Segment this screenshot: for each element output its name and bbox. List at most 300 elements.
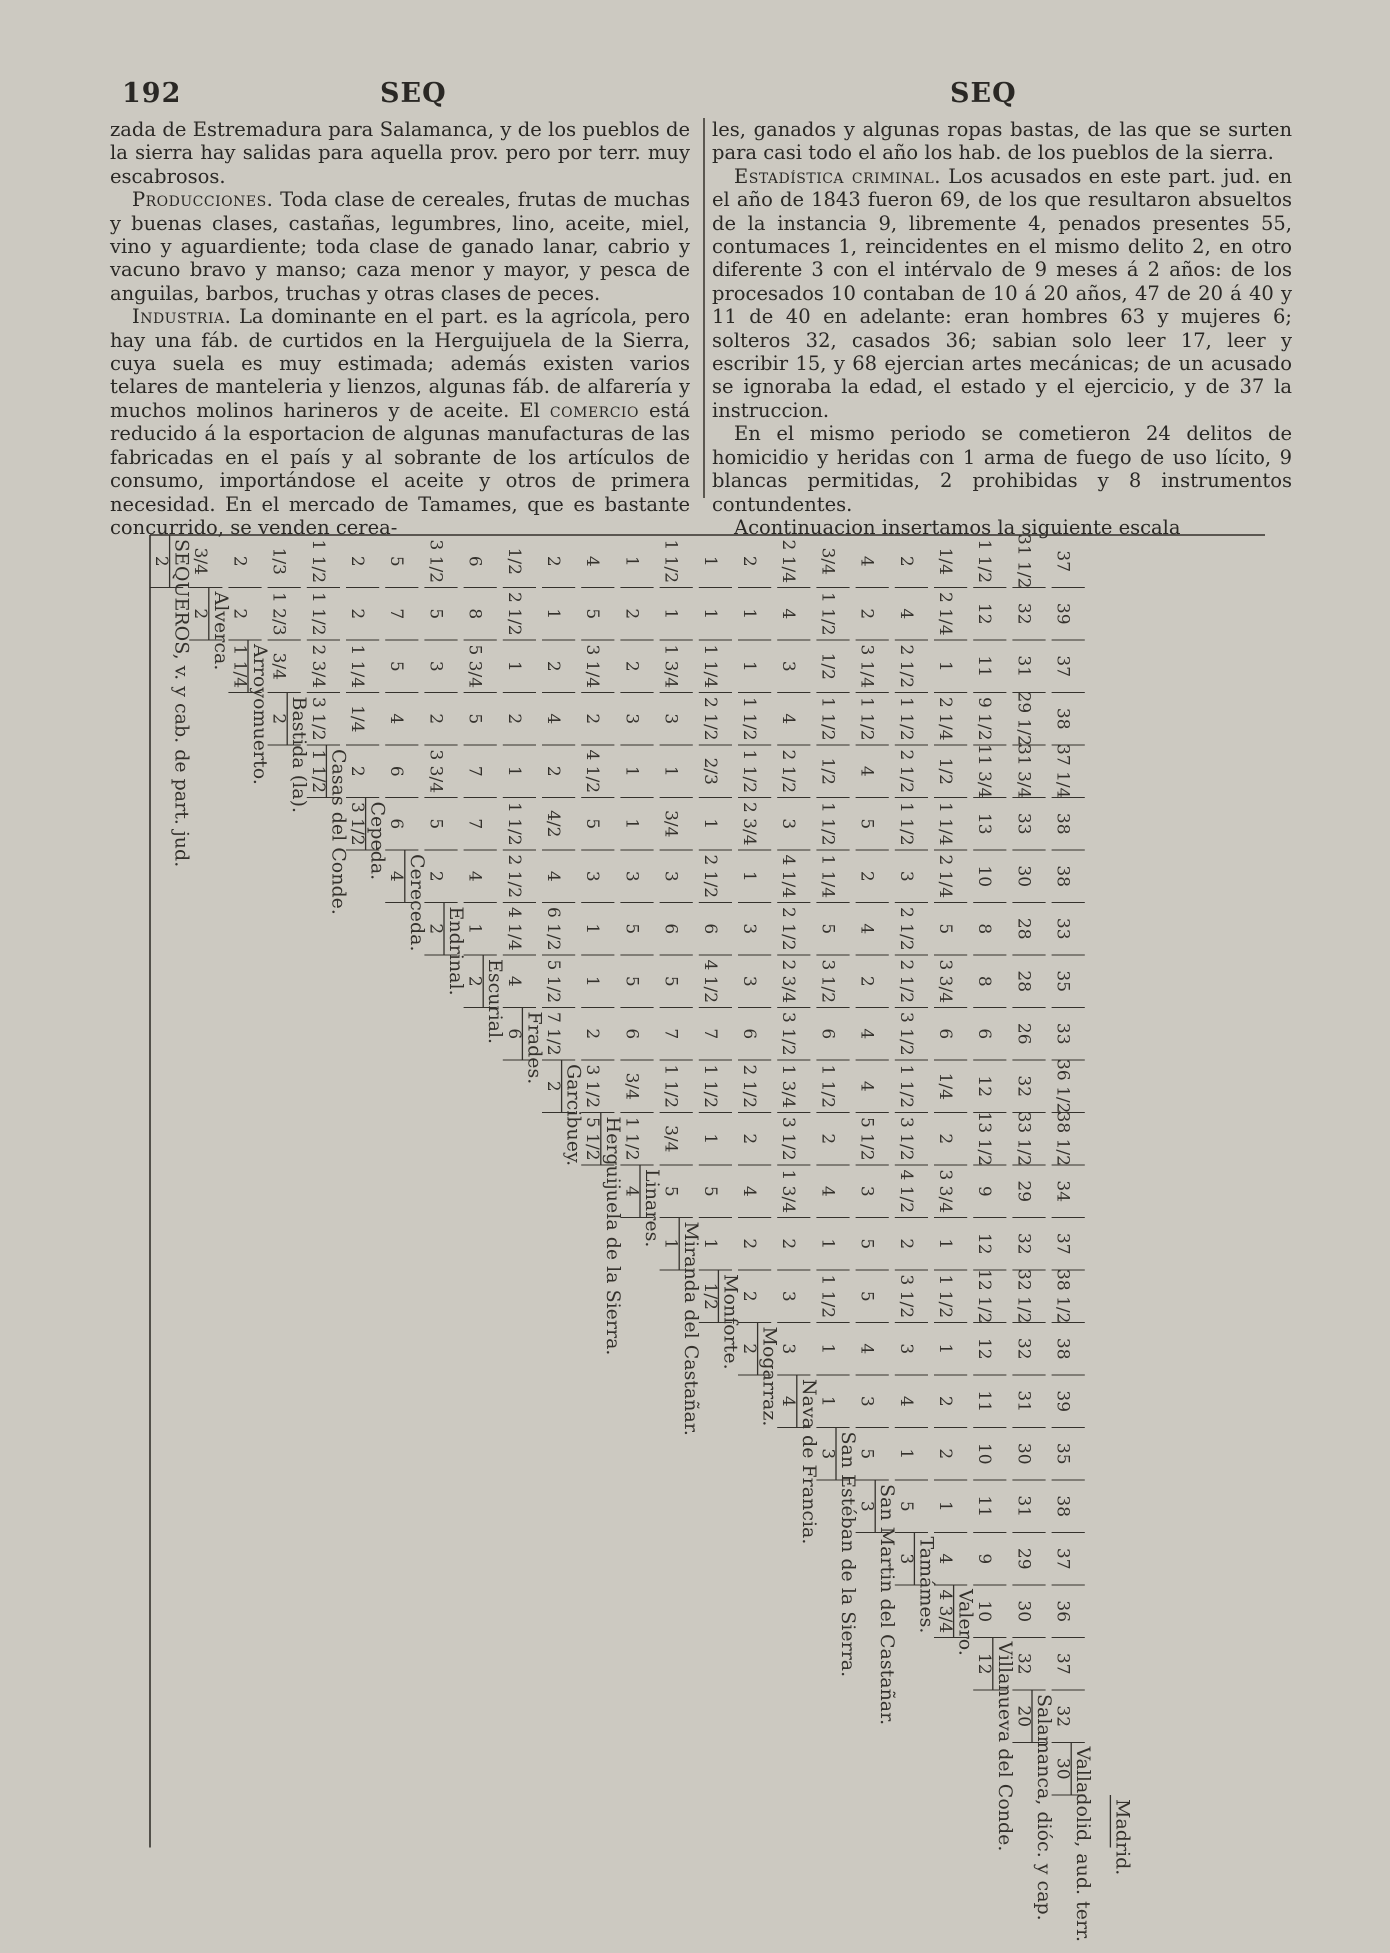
distance-cell: 1 xyxy=(739,870,759,882)
distance-cell: 1 1/2 xyxy=(307,749,328,794)
distance-cell: 3 xyxy=(856,1395,877,1407)
distance-cell: 4 xyxy=(386,713,407,725)
distance-cell: 2 xyxy=(739,1290,759,1302)
distance-cell: 6 xyxy=(739,1028,759,1040)
place-label: Alverca. xyxy=(209,591,232,671)
distance-cell: 3 xyxy=(778,1343,799,1355)
distance-cell: 31 xyxy=(1013,1390,1034,1413)
distance-cell: 1 3/4 xyxy=(778,1169,799,1214)
distance-cell: 10 xyxy=(974,865,995,888)
distance-cell: 33 xyxy=(1052,1022,1073,1045)
distance-cell: 5 xyxy=(464,713,485,725)
distance-cell: 1 xyxy=(621,765,642,777)
distance-cell: 4 xyxy=(543,870,563,882)
distance-cell: 10 xyxy=(974,1442,995,1465)
distance-cell: 3 3/4 xyxy=(425,749,446,794)
place-label: Linares. xyxy=(641,1169,663,1248)
distance-cell: 4 xyxy=(778,608,799,620)
page-number: 192 xyxy=(122,78,182,109)
distance-cell: 32 xyxy=(1013,1652,1034,1675)
distance-cell: 3 xyxy=(895,1553,916,1565)
distance-cell: 2 1/4 xyxy=(935,854,955,899)
place-label: Tamámes. xyxy=(915,1536,938,1634)
distance-cell: 5 xyxy=(817,923,838,935)
distance-cell: 4 xyxy=(543,713,563,725)
distance-cell: 28 xyxy=(1013,917,1034,940)
distance-cell: 33 1/2 xyxy=(1013,1111,1034,1166)
distance-cell: 4 xyxy=(856,923,877,935)
distance-cell: 3/4 xyxy=(268,652,289,680)
paragraph-text: La dominante en el part. es la agrícola, pero hay una fáb. de curtidos en la Herguijuela de la Sierra, cuya suela es muy estimada; además existen varios telares de manteleria y lienzos, algunas fáb. de alfarería y muchos molinos harineros y de aceite. El xyxy=(110,305,690,422)
distance-cell: 6 xyxy=(699,923,720,935)
distance-cell: 3 1/2 xyxy=(778,1011,799,1056)
distance-cell: 30 xyxy=(1013,865,1034,888)
distance-cell: 2 xyxy=(778,1238,799,1250)
distance-cell: 1 xyxy=(935,1343,955,1355)
distance-cell: 12 xyxy=(974,602,995,625)
distance-cell: 5 xyxy=(856,818,877,830)
distance-cell: 31 xyxy=(1013,1495,1034,1518)
distance-cell: 6 xyxy=(660,923,681,935)
distance-cell: 5 xyxy=(582,818,603,830)
section-heading: Producciones. xyxy=(132,188,274,212)
distance-cell: 32 xyxy=(1013,1337,1034,1360)
distance-cell: 37 xyxy=(1052,550,1073,573)
paragraph-text: Toda clase de cereales, frutas de muchas y buenas clases, castañas, legumbres, lino, aceite, miel, vino y aguardiente; toda clase de ganado lanar, cabrio y vacuno bravo y manso; caza menor y mayor, y pesca de anguilas, barbos, truchas y otras clases de peces. xyxy=(110,188,690,305)
distance-cell: 3/4 xyxy=(817,547,838,575)
distance-cell: 4 1/2 xyxy=(699,959,720,1004)
distance-cell: 3 1/2 xyxy=(895,1011,916,1056)
distance-cell: 2 xyxy=(190,608,211,620)
distance-cell: 39 xyxy=(1052,1390,1073,1413)
distance-cell: 1 xyxy=(817,1343,838,1355)
distance-cell: 2 xyxy=(895,555,916,567)
distance-cell: 1 1/2 xyxy=(621,1116,642,1161)
distance-cell: 4 xyxy=(895,608,916,620)
distance-cell: 5 xyxy=(582,608,603,620)
distance-cell: 31 3/4 xyxy=(1013,744,1034,799)
distance-cell: 1 1/2 xyxy=(895,696,916,741)
distance-cell: 6 xyxy=(935,1028,955,1040)
place-label: Escurial. xyxy=(484,959,507,1045)
distance-cell: 4 1/2 xyxy=(895,1169,916,1214)
distance-cell: 3 1/2 xyxy=(778,1116,799,1161)
distance-cell: 4 xyxy=(856,765,877,777)
distance-cell: 5 xyxy=(425,608,446,620)
distance-cell: 1 1/2 xyxy=(503,801,524,846)
paragraph-text: Los acusados en este part. jud. en el año de 1843 fueron 69, de los que resultaron absueltos de la instancia 9, libremente 4, penados presentes 55, contumaces 1, reincidentes en el mismo delito 2, en otro diferente 3 con el intérvalo de 9 meses á 2 años: de los procesados 10 contaban de 10 á 20 años, 47 de 20 á 40 y 11 de 40 en adelante: eran hombres 63 y mujeres 6; solteros 32, casados 36; sabian solo leer 17, leer y escribir 15, y 68 ejercian artes mecánicas; de un acusado se ignoraba la edad, el estado y el ejercicio, y de 37 la instruccion. xyxy=(712,164,1293,422)
distance-cell: 2 xyxy=(229,555,250,567)
distance-cell: 6 xyxy=(386,818,407,830)
distance-cell: 3 xyxy=(582,870,603,882)
distance-cell: 5 3/4 xyxy=(464,644,485,689)
distance-cell: 7 xyxy=(386,608,407,620)
place-label: Salamanca, dióc. y cap. xyxy=(1033,1694,1055,1921)
distance-cell: 1 xyxy=(935,660,955,672)
distance-cell: 2 xyxy=(543,765,563,777)
right-paragraph-4: Acontinuacion insertamos la siguiente escala xyxy=(734,515,1181,539)
distance-cell: 5 xyxy=(856,1290,877,1302)
distance-cell: 2 1/4 xyxy=(935,591,955,636)
distance-cell: 3 1/2 xyxy=(425,539,446,584)
place-label: Garcibuey. xyxy=(562,1064,585,1167)
distance-cell: 12 xyxy=(974,1232,995,1255)
distance-cell: 2 xyxy=(739,1133,759,1145)
distance-cell: 5 1/2 xyxy=(543,959,563,1004)
distance-cell: 2 xyxy=(935,1448,955,1460)
distance-cell: 7 xyxy=(464,818,485,830)
distance-cell: 11 3/4 xyxy=(974,744,995,799)
place-label: Mogarraz. xyxy=(758,1326,781,1427)
place-label: San Estéban de la Sierra. xyxy=(837,1431,859,1678)
column-divider xyxy=(703,118,705,498)
left-running-head: SEQ xyxy=(380,78,447,109)
distance-cell: 3 1/2 xyxy=(817,959,838,1004)
distance-cell: 1/2 xyxy=(817,757,838,785)
distance-cell: 32 xyxy=(1013,1075,1034,1098)
place-label: Herguijuela de la Sierra. xyxy=(601,1116,624,1356)
distance-cell: 2 1/2 xyxy=(778,749,799,794)
distance-cell: 5 xyxy=(699,1185,720,1197)
distance-cell: 12 xyxy=(974,1075,995,1098)
distance-cell: 1 xyxy=(582,923,603,935)
distance-cell: 1 1/4 xyxy=(347,644,367,689)
distance-table-rotated xyxy=(150,505,1265,1943)
distance-cell: 5 xyxy=(660,1185,681,1197)
distance-cell: 4 1/4 xyxy=(778,854,799,899)
place-label: Villanueva del Conde. xyxy=(993,1641,1016,1852)
distance-cell: 2 3/4 xyxy=(739,801,759,846)
distance-cell: 1 xyxy=(543,608,563,620)
left-paragraph-producciones xyxy=(110,188,690,305)
distance-cell: 4 xyxy=(464,870,485,882)
distance-cell: 1 2/3 xyxy=(268,591,289,636)
distance-cell: 4 xyxy=(621,1185,642,1197)
distance-cell: 2 xyxy=(817,1133,838,1145)
distance-cell: 5 xyxy=(621,975,642,987)
distance-table-svg xyxy=(150,505,1265,1943)
distance-cell: 1 xyxy=(895,1448,916,1460)
distance-cell: 1 xyxy=(817,1395,838,1407)
distance-table xyxy=(150,505,1265,1943)
distance-cell: 1 1/2 xyxy=(307,539,328,584)
distance-cell: 1 xyxy=(660,765,681,777)
place-label: San Martin del Castañar. xyxy=(876,1484,899,1726)
distance-cell: 1/2 xyxy=(699,1282,720,1310)
distance-cell: 2 1/4 xyxy=(935,696,955,741)
distance-cell: 4 xyxy=(856,1028,877,1040)
distance-cell: 1 1/2 xyxy=(660,539,681,584)
distance-cell: 3/4 xyxy=(190,547,211,575)
distance-cell: 2 xyxy=(582,1028,603,1040)
distance-cell: 1 xyxy=(503,660,524,672)
distance-cell: 11 xyxy=(974,1390,995,1413)
distance-cell: 2/3 xyxy=(699,757,720,785)
distance-cell: 5 xyxy=(660,975,681,987)
distance-cell: 38 1/2 xyxy=(1052,1269,1073,1324)
place-label: Miranda del Castañar. xyxy=(680,1221,703,1436)
distance-cell: 34 xyxy=(1052,1180,1073,1203)
distance-cell: 3 xyxy=(817,1448,838,1460)
distance-cell: 1 3/4 xyxy=(660,644,681,689)
distance-cell: 4/2 xyxy=(543,810,563,838)
right-text-column xyxy=(712,118,1292,539)
distance-cell: 2 xyxy=(856,975,877,987)
distance-cell: 3 1/4 xyxy=(856,644,877,689)
distance-cell: 1/3 xyxy=(268,547,289,575)
distance-cell: 35 xyxy=(1052,970,1073,993)
section-heading: Industria. xyxy=(132,305,232,329)
distance-cell: 3 1/4 xyxy=(582,644,603,689)
distance-cell: 1 xyxy=(935,1500,955,1512)
distance-cell: 29 xyxy=(1013,1547,1034,1570)
distance-cell: 1 1/2 xyxy=(817,591,838,636)
distance-cell: 37 xyxy=(1052,1232,1073,1255)
distance-cell: 4 xyxy=(386,870,407,882)
distance-cell: 2 1/4 xyxy=(778,539,799,584)
distance-cell: 2 xyxy=(347,608,367,620)
distance-cell: 1 xyxy=(699,608,720,620)
distance-cell: 6 1/2 xyxy=(543,906,563,951)
distance-cell: 2 1/2 xyxy=(895,906,916,951)
place-label: Madrid. xyxy=(1111,1799,1134,1876)
distance-cell: 36 1/2 xyxy=(1052,1059,1073,1114)
distance-cell: 4 xyxy=(582,555,603,567)
distance-cell: 37 xyxy=(1052,1652,1073,1675)
distance-cell: 3 1/2 xyxy=(582,1064,603,1109)
distance-cell: 2 xyxy=(739,555,759,567)
distance-cell: 38 xyxy=(1052,865,1073,888)
distance-cell: 1 xyxy=(503,765,524,777)
distance-cell: 3 xyxy=(778,1290,799,1302)
place-label: Bastida (la). xyxy=(288,696,311,814)
distance-cell: 37 xyxy=(1052,655,1073,678)
distance-cell: 1 xyxy=(699,555,720,567)
distance-cell: 1/4 xyxy=(935,1072,955,1100)
distance-cell: 6 xyxy=(503,1028,524,1040)
distance-cell: 4 xyxy=(739,1185,759,1197)
distance-cell: 9 xyxy=(974,1553,995,1565)
right-paragraph-3: En el mismo periodo se cometieron 24 delitos de homicidio y heridas con 1 arma de fuego de uso lícito, 9 blancas permitidas, 2 prohibidas y 8 instrumentos contundentes. xyxy=(712,422,1292,516)
distance-cell: 2 xyxy=(543,660,563,672)
distance-cell: 3 1/2 xyxy=(895,1274,916,1319)
distance-cell: 3 1/2 xyxy=(895,1116,916,1161)
distance-cell: 2 xyxy=(503,713,524,725)
distance-cell: 3 xyxy=(856,1185,877,1197)
distance-cell: 3 xyxy=(856,1500,877,1512)
distance-cell: 13 1/2 xyxy=(974,1111,995,1166)
distance-cell: 1 xyxy=(464,923,485,935)
distance-cell: 1 xyxy=(739,660,759,672)
distance-cell: 1 xyxy=(699,1133,720,1145)
distance-cell: 9 1/2 xyxy=(974,696,995,741)
distance-cell: 32 xyxy=(1052,1705,1073,1728)
distance-cell: 32 xyxy=(1013,1232,1034,1255)
distance-cell: 1 xyxy=(621,818,642,830)
distance-cell: 1 1/2 xyxy=(660,1064,681,1109)
distance-cell: 32 1/2 xyxy=(1013,1269,1034,1324)
distance-cell: 11 xyxy=(974,1495,995,1518)
right-paragraph-1: les, ganados y algunas ropas bastas, de las que se surten para casi todo el año los hab. de los pueblos de la sierra. xyxy=(712,118,1292,165)
distance-cell: 1 1/2 xyxy=(699,1064,720,1109)
distance-cell: 3 xyxy=(778,818,799,830)
distance-cell: 2 xyxy=(621,608,642,620)
distance-cell: 1 1/4 xyxy=(817,854,838,899)
distance-cell: 1 xyxy=(739,608,759,620)
distance-cell: 39 xyxy=(1052,602,1073,625)
distance-cell: 1 xyxy=(660,1238,681,1250)
distance-cell: 4 xyxy=(895,1395,916,1407)
distance-cell: 36 xyxy=(1052,1600,1073,1623)
place-label: Casas del Conde. xyxy=(327,749,350,915)
distance-cell: 2 1/2 xyxy=(699,696,720,741)
distance-cell: 6 xyxy=(386,765,407,777)
distance-cell: 2 xyxy=(739,1343,759,1355)
distance-cell: 3 xyxy=(895,1343,916,1355)
place-label: Arroyomuerto. xyxy=(249,644,271,785)
distance-cell: 1 1/4 xyxy=(699,644,720,689)
distance-cell: 2 xyxy=(425,923,446,935)
distance-cell: 5 xyxy=(621,923,642,935)
distance-cell: 5 xyxy=(856,1448,877,1460)
distance-cell: 2 xyxy=(935,1395,955,1407)
distance-cell: 6 xyxy=(974,1028,995,1040)
distance-cell: 1 3/4 xyxy=(778,1064,799,1109)
distance-cell: 5 1/2 xyxy=(856,1116,877,1161)
distance-cell: 5 1/2 xyxy=(582,1116,603,1161)
place-label: Nava de Francia. xyxy=(797,1379,820,1545)
place-label: Frades. xyxy=(523,1011,546,1085)
distance-cell: 4 xyxy=(856,1343,877,1355)
distance-cell: 2 xyxy=(543,1080,563,1092)
distance-cell: 8 xyxy=(974,923,995,935)
distance-cell: 7 xyxy=(464,765,485,777)
distance-cell: 32 xyxy=(1013,602,1034,625)
distance-cell: 2 1/2 xyxy=(895,644,916,689)
distance-cell: 2 1/2 xyxy=(739,1064,759,1109)
distance-cell: 3 xyxy=(621,713,642,725)
distance-cell: 2 xyxy=(621,660,642,672)
place-label: Valladolid, aud. terr. xyxy=(1072,1746,1095,1943)
distance-cell: 2 xyxy=(151,555,171,567)
distance-cell: 3 xyxy=(425,660,446,672)
distance-cell: 4 3/4 xyxy=(935,1589,955,1634)
place-label: Valero. xyxy=(954,1589,977,1656)
distance-cell: 2 1/2 xyxy=(778,906,799,951)
distance-cell: 11 xyxy=(974,655,995,678)
distance-cell: 12 1/2 xyxy=(974,1269,995,1324)
inline-heading: comercio xyxy=(549,398,639,422)
distance-cell: 28 xyxy=(1013,970,1034,993)
distance-cell: 2 3/4 xyxy=(778,959,799,1004)
distance-cell: 4 xyxy=(503,975,524,987)
distance-cell: 5 xyxy=(425,818,446,830)
distance-cell: 1/2 xyxy=(817,652,838,680)
distance-cell: 35 xyxy=(1052,1442,1073,1465)
distance-cell: 38 xyxy=(1052,1495,1073,1518)
place-label: Monforte. xyxy=(719,1274,742,1370)
distance-cell: 2 xyxy=(543,555,563,567)
distance-cell: 3 1/2 xyxy=(307,696,328,741)
distance-cell: 29 xyxy=(1013,1180,1034,1203)
distance-cell: 2 1/2 xyxy=(895,959,916,1004)
distance-cell: 3 xyxy=(621,870,642,882)
distance-cell: 2 xyxy=(856,608,877,620)
distance-cell: 12 xyxy=(974,1337,995,1360)
distance-cell: 26 xyxy=(1013,1022,1034,1045)
distance-cell: 3 xyxy=(739,923,759,935)
distance-cell: 4 xyxy=(778,713,799,725)
distance-cell: 30 xyxy=(1013,1442,1034,1465)
distance-cell: 3 3/4 xyxy=(935,1169,955,1214)
distance-cell: 30 xyxy=(1052,1757,1073,1780)
distance-cell: 2 xyxy=(739,1238,759,1250)
distance-cell: 2 1/2 xyxy=(503,854,524,899)
distance-cell: 3/4 xyxy=(660,1125,681,1153)
distance-cell: 20 xyxy=(1013,1705,1034,1728)
distance-cell: 1 xyxy=(660,608,681,620)
distance-cell: 3 xyxy=(660,713,681,725)
distance-cell: 3 xyxy=(660,870,681,882)
distance-cell: 37 xyxy=(1052,1547,1073,1570)
distance-cell: 3 xyxy=(778,660,799,672)
distance-cell: 1 1/2 xyxy=(895,801,916,846)
distance-cell: 6 xyxy=(464,555,485,567)
distance-cell: 38 1/2 xyxy=(1052,1111,1073,1166)
distance-cell: 1/4 xyxy=(347,705,367,733)
distance-cell: 1 1/2 xyxy=(817,801,838,846)
distance-cell: 2 1/2 xyxy=(503,591,524,636)
distance-cell: 1 1/2 xyxy=(935,1274,955,1319)
distance-cell: 7 xyxy=(699,1028,720,1040)
distance-cell: 6 xyxy=(817,1028,838,1040)
distance-cell: 4 xyxy=(817,1185,838,1197)
distance-cell: 4 xyxy=(856,555,877,567)
distance-cell: 2 xyxy=(268,713,289,725)
distance-cell: 4 xyxy=(856,1080,877,1092)
distance-cell: 1 1/2 xyxy=(817,1064,838,1109)
distance-cell: 3 xyxy=(895,870,916,882)
distance-cell: 1 1/2 xyxy=(856,696,877,741)
section-heading: Estadística criminal. xyxy=(734,164,941,188)
distance-cell: 2 1/2 xyxy=(699,854,720,899)
distance-cell: 1 1/2 xyxy=(307,591,328,636)
place-label: Endrinal. xyxy=(445,906,467,996)
distance-cell: 1 1/2 xyxy=(895,1064,916,1109)
distance-cell: 2 xyxy=(582,713,603,725)
distance-cell: 7 1/2 xyxy=(543,1011,563,1056)
distance-cell: 12 xyxy=(974,1652,995,1675)
distance-cell: 31 xyxy=(1013,655,1034,678)
distance-cell: 1 xyxy=(817,1238,838,1250)
distance-cell: 31 1/2 xyxy=(1013,534,1034,589)
distance-cell: 5 xyxy=(386,660,407,672)
distance-cell: 1/2 xyxy=(503,547,524,575)
left-paragraph-1: zada de Estremadura para Salamanca, y de los pueblos de la sierra hay salidas para aquella prov. pero por terr. muy escabrosos. xyxy=(110,118,690,188)
distance-cell: 37 1/4 xyxy=(1052,744,1073,799)
distance-cell: 5 xyxy=(386,555,407,567)
distance-cell: 30 xyxy=(1013,1600,1034,1623)
place-label: Cepeda. xyxy=(366,801,389,881)
distance-cell: 29 1/2 xyxy=(1013,691,1034,746)
distance-cell: 1 1/4 xyxy=(935,801,955,846)
distance-cell: 1 1/2 xyxy=(974,539,995,584)
distance-cell: 1 1/4 xyxy=(229,644,250,689)
right-paragraph-estadistica xyxy=(712,165,1292,422)
distance-cell: 1/2 xyxy=(935,757,955,785)
distance-cell: 1 xyxy=(699,818,720,830)
distance-cell: 3 xyxy=(739,975,759,987)
